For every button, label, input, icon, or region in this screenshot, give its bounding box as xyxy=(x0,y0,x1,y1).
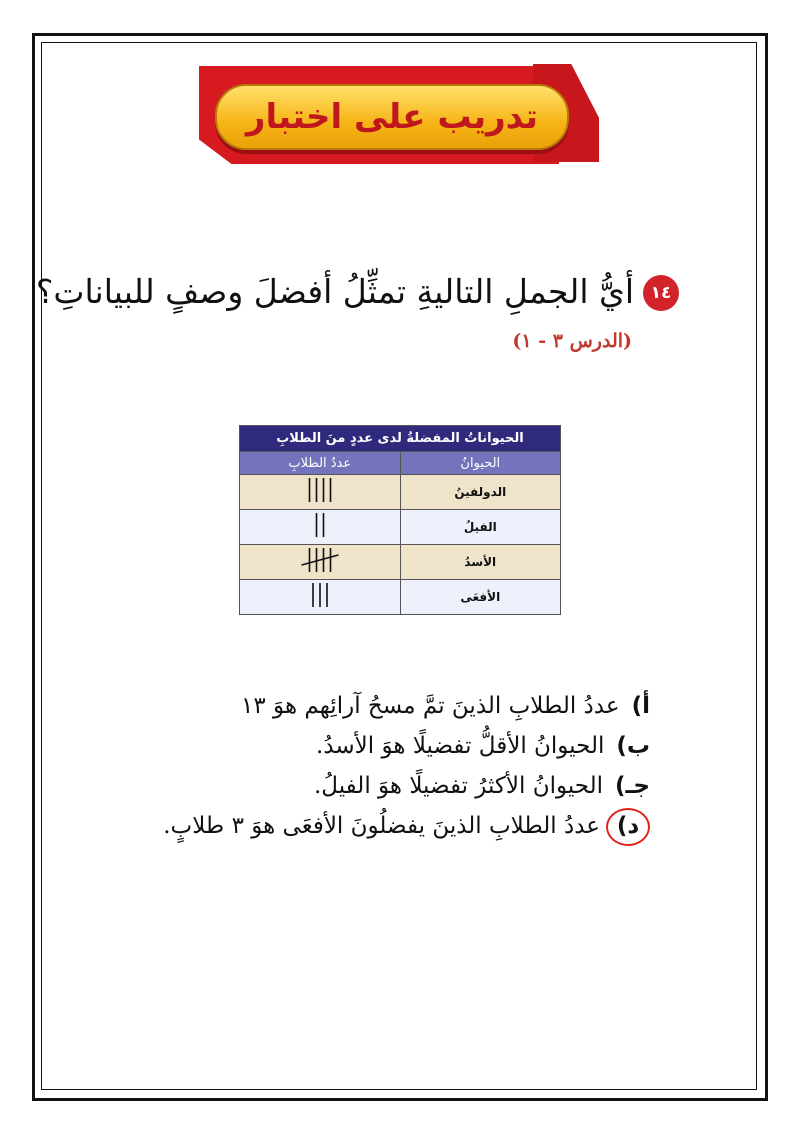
tally-marks xyxy=(290,475,350,505)
tally-marks xyxy=(290,545,350,575)
option-letter: أ) xyxy=(631,693,650,719)
option-text: عددُ الطلابِ الذينَ تمَّ مسحُ آرائِهم هوَ ١٣ xyxy=(241,693,620,719)
tally-cross-stroke xyxy=(301,555,338,565)
banner-title: تدريب على اختبار xyxy=(245,97,539,137)
option-c[interactable] xyxy=(80,766,650,806)
title-banner xyxy=(199,60,605,170)
table-title: الحيواناتُ المفضلةُ لدى عددٍ منَ الطلابِ xyxy=(240,426,561,452)
animal-cell: الأسدُ xyxy=(400,545,560,580)
animal-cell: الدولفينُ xyxy=(400,475,560,510)
tally-marks xyxy=(290,510,350,540)
table-row xyxy=(240,545,561,580)
column-header-animal: الحيوانُ xyxy=(400,452,560,475)
banner-pill xyxy=(215,84,569,150)
question-text: أيُّ الجملِ التاليةِ تمثِّلُ أفضلَ وصفٍ للبياناتِ؟ xyxy=(35,272,634,311)
column-header-count: عددُ الطلابِ xyxy=(240,452,401,475)
option-text: عددُ الطلابِ الذينَ يفضلُونَ الأفعَى هوَ ٣ طلابٍ. xyxy=(163,813,600,839)
animal-cell: الأفعَى xyxy=(400,580,560,615)
tally-table xyxy=(239,425,561,615)
option-a[interactable] xyxy=(80,686,650,726)
option-text: الحيوانُ الأكثرُ تفضيلًا هوَ الفيلُ. xyxy=(314,773,604,799)
option-b[interactable] xyxy=(80,726,650,766)
option-letter: ب) xyxy=(616,733,650,759)
option-letter: جـ) xyxy=(615,773,650,799)
tally-marks xyxy=(290,580,350,610)
question-number-badge: ١٤ xyxy=(643,275,679,311)
table-row xyxy=(240,580,561,615)
selected-answer-circle: د) xyxy=(606,808,650,846)
lesson-reference: (الدرس ٣ - ١) xyxy=(512,330,632,352)
option-text: الحيوانُ الأقلُّ تفضيلًا هوَ الأسدُ. xyxy=(316,733,605,759)
table-row xyxy=(240,475,561,510)
table-row xyxy=(240,510,561,545)
answer-options xyxy=(80,686,650,846)
animal-cell: الفيلُ xyxy=(400,510,560,545)
option-d-selected[interactable] xyxy=(80,806,650,846)
